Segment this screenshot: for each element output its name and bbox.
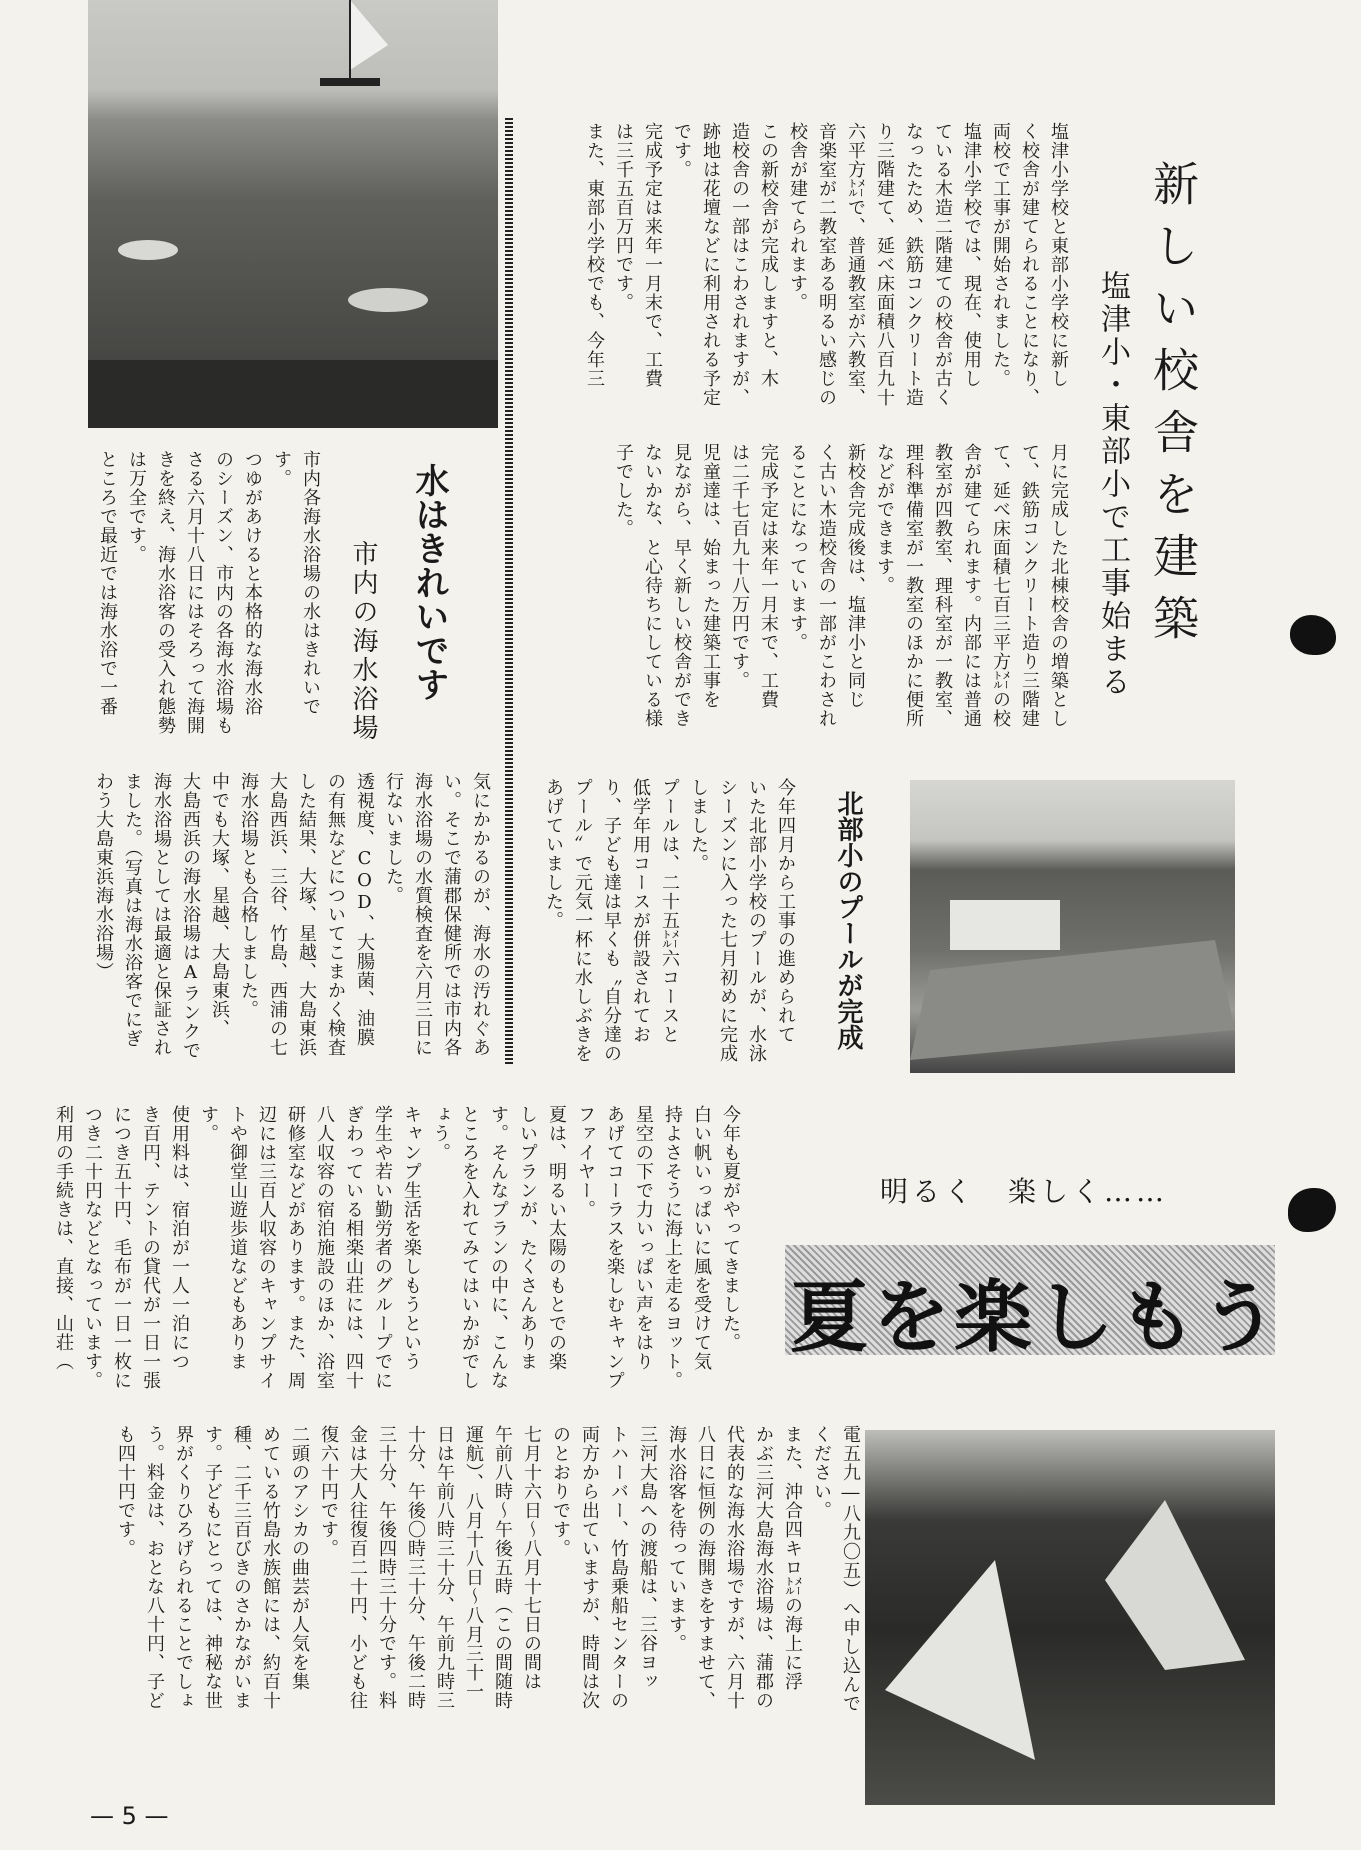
school-article-col1: 塩津小学校と東部小学校に新し く校舎が建てられることになり、 両校で工事が開始されました。 塩津小学校では、現在、使用し ている木造二階建ての校舎が古く なったため、鉄筋コンクリート造 り三階建て、延べ床面積八百九十 六平方㍍で、普通教室が六教室、 音楽室が二教室ある明るい感じの 校舎が建てられます。 この新校舎が完成しますと、木 造校舎の一部はこわされますが、 跡地は花壇などに利用される予定 です。 完成予定は来年一月末で、工費 は三千五百万円です。 また、東部小学校でも、今年三 xyxy=(584,122,1069,407)
tent-photo-sketch xyxy=(865,1430,1275,1805)
summer-article-col1: 今年も夏がやってきました。 白い帆いっぱいに風を受けて気 持よさそうに海上を走るヨット。 星空の下で力いっぱい声をはり あげてコーラスを楽しむキャンプ ファイヤー。 夏は、明るい太陽のもとでの楽 しいプランが、たくさんありま す。そんなプランの中に、こんな ところを入れてみてはいかがでし ょう。 キャンプ生活を楽しもうという 学生や若い勤労者のグループでに ぎわっている相楽山荘には、四十 八人収容の宿泊施設のほか、浴室 研修室などがあります。また、周 辺には三百人収容のキャンプサイ トや御堂山遊歩道などもあります。 使用料は、宿泊が一人一泊につ き百円、テントの貸代が一日一張 につき五十円、毛布が一日一枚に つき二十円などとなっています。 利用の手続きは、直接、山荘（ xyxy=(53,1105,741,1390)
decorative-blob-2 xyxy=(1288,1188,1336,1232)
summer-article-kicker: 明るく 楽しく…… xyxy=(880,1175,1169,1208)
school-article-col2: 月に完成した北棟校舎の増築とし て、鉄筋コンクリート造り三階建 て、延べ床面積七百三平方㍍の校 舎が建てられます。内部には普通 教室が四教室、理科室が一教室、 理科準備室が一教室のほかに便所 などができます。 新校舎完成後は、塩津小と同じ く古い木造校舎の一部がこわされ ることになっています。 完成予定は来年一月末で、工費 は二千七百九十八万円です。 児童達は、始まった建築工事を 見ながら、早く新しい校舎ができ ないかな、と心待ちにしている様 子でした。 xyxy=(613,443,1069,728)
pool-photo-sketch xyxy=(910,780,1235,1073)
school-headline: 新しい校舎を建築 xyxy=(1146,160,1200,656)
tent-photo xyxy=(865,1430,1275,1805)
page-number: — 5 — xyxy=(90,1802,169,1830)
pool-photo xyxy=(910,780,1235,1073)
water-article-col2: 気にかかるのが、海水の汚れぐあ い。そこで蒲郡保健所では市内各 海水浴場の水質検査を六月三日に 行ないました。 透視度、COD、大腸菌、油膜 の有無などについてこまかく検査 した結果、大塚、星越、大島東浜 大島西浜、三谷、竹島、西浦の七 海水浴場とも合格しました。 中でも大塚、星越、大島東浜、 大島西浜の海水浴場はAランクで 海水浴場としては最適と保証され ました。（写真は海水浴客でにぎ わう大島東浜海水浴場） xyxy=(93,772,491,1060)
pool-article-title: 北部小のプールが完成 xyxy=(833,790,863,1050)
water-article-title: 水はきれいです xyxy=(409,463,449,701)
beach-photo xyxy=(88,0,498,428)
school-subheadline: 塩津小・東部小で工事始まる xyxy=(1095,270,1130,699)
water-article-subtitle: 市内の海水浴場 xyxy=(348,540,378,743)
decorative-blob-1 xyxy=(1290,615,1336,655)
beach-photo-sketch xyxy=(88,0,498,428)
water-article-col1: 市内各海水浴場の水はきれいで す。 つゆがあけると本格的な海水浴 のシーズン、市内の各海水浴場も さる六月十八日にはそろって海開 きを終え、海水浴客の受入れ態勢 は万全です。 ところで最近では海水浴で一番 xyxy=(97,450,321,735)
summer-article-col2: 電五九―八九〇五）へ申し込んで ください。 また、沖合四キロ㍍の海上に浮 かぶ三河大島海水浴場は、蒲郡の 代表的な海水浴場ですが、六月十 八日に恒例の海開きをすませて、 海水浴客を待っています。 三河大島への渡船は、三谷ヨッ トハーバー、竹島乗船センターの 両方から出ていますが、時間は次 のとおりです。 七月十六日～八月十七日の間は 午前八時～午後五時（この間随時 運航）、八月十八日～八月三十一 日は午前八時三十分、午前九時三 十分、午後〇時三十分、午後二時 三十分、午後四時三十分です。料 金は大人往復百二十円、小ども往 復六十円です。 二頭のアシカの曲芸が人気を集 めている竹島水族館には、約百十 種、二千三百びきのさかながいま す。子どもにとっては、神秘な世 界がくりひろげられることでしょ う。料金は、おとな八十円、子ど も四十円です。 xyxy=(115,1425,861,1713)
pool-article-body: 今年四月から工事の進められて いた北部小学校のプールが、水泳 シーズンに入った七月初めに完成 しました。 プールは、二十五㍍六コースと 低学年用コースが併設されてお り、子ども達は早くも〝自分達の プール〟で元気一杯に水しぶきを あげていました。 xyxy=(543,778,796,1063)
summer-article-title: 夏を楽しもう xyxy=(790,1273,1283,1363)
column-divider xyxy=(505,118,513,1066)
